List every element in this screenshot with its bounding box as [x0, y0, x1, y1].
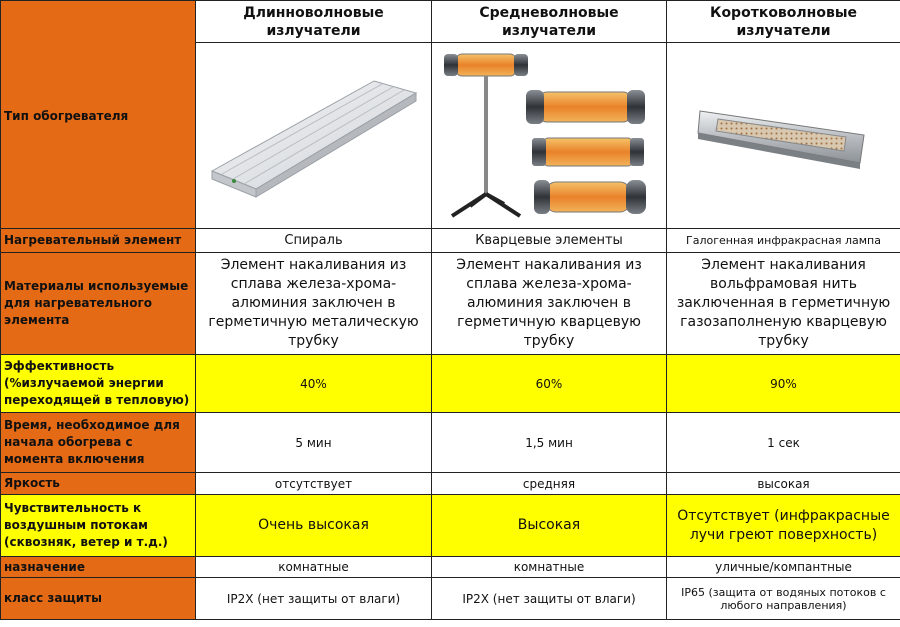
row-materials [1, 253, 900, 355]
corner-cell [1, 1, 196, 229]
cell-protection-mediumwave: IP2X (нет защиты от влаги) [432, 578, 667, 620]
header-line1: Средневолновые [479, 5, 619, 21]
cell-efficiency-longwave: 40% [196, 355, 432, 413]
row-protection [1, 578, 900, 620]
cell-protection-longwave: IP2X (нет защиты от влаги) [196, 578, 432, 620]
row-brightness [1, 473, 900, 495]
mediumwave-heater-icon [434, 46, 664, 226]
row-purpose [1, 557, 900, 578]
row-efficiency [1, 355, 900, 413]
row-label: класс защиты [1, 578, 196, 620]
cell-materials-mediumwave: Элемент накаливания из сплава железа-хрома-алюминия заключен в герметичную кварцевую трубку [432, 253, 667, 355]
cell-element-mediumwave: Кварцевые элементы [432, 229, 667, 253]
column-header-longwave [196, 1, 432, 43]
cell-protection-shortwave: IP65 (защита от водяных потоков с любого направления) [667, 578, 900, 620]
cell-element-shortwave: Галогенная инфракрасная лампа [667, 229, 900, 253]
cell-brightness-shortwave: высокая [667, 473, 900, 495]
cell-brightness-longwave: отсутствует [196, 473, 432, 495]
cell-materials-shortwave: Элемент накаливания вольфрамовая нить заключенная в герметичную газозаполненую кварцевую трубку [667, 253, 900, 355]
cell-element-longwave: Спираль [196, 229, 432, 253]
column-header-shortwave [667, 1, 900, 43]
row-label: Яркость [1, 473, 196, 495]
cell-time-mediumwave: 1,5 мин [432, 413, 667, 473]
row-sensitivity [1, 495, 900, 557]
shortwave-heater-image [667, 43, 900, 229]
cell-time-shortwave: 1 сек [667, 413, 900, 473]
longwave-heater-icon [204, 61, 424, 211]
row-label: Чувствительность к воздушным потокам (сквозняк, ветер и т.д.) [1, 495, 196, 557]
cell-efficiency-shortwave: 90% [667, 355, 900, 413]
row-label: Эффективность (%излучаемой энергии переходящей в тепловую) [1, 355, 196, 413]
shortwave-heater-icon [694, 91, 874, 181]
column-header-mediumwave [432, 1, 667, 43]
cell-purpose-shortwave: уличные/компантные [667, 557, 900, 578]
cell-brightness-mediumwave: средняя [432, 473, 667, 495]
row-time [1, 413, 900, 473]
cell-efficiency-mediumwave: 60% [432, 355, 667, 413]
row-label: Материалы используемые для нагревательного элемента [1, 253, 196, 355]
longwave-heater-image [196, 43, 432, 229]
cell-sensitivity-mediumwave: Высокая [432, 495, 667, 557]
row-label: Нагревательный элемент [1, 229, 196, 253]
row-label: назначение [1, 557, 196, 578]
header-line2: излучатели [266, 23, 361, 39]
cell-materials-longwave: Элемент накаливания из сплава железа-хрома-алюминия заключен в герметичную металическую трубку [196, 253, 432, 355]
row-label-type: Тип обогревателя [4, 109, 129, 123]
cell-purpose-longwave: комнатные [196, 557, 432, 578]
cell-time-longwave: 5 мин [196, 413, 432, 473]
mediumwave-heater-image [432, 43, 667, 229]
header-line2: излучатели [501, 23, 597, 39]
row-element [1, 229, 900, 253]
cell-sensitivity-longwave: Очень высокая [196, 495, 432, 557]
header-line1: Коротковолновые [710, 5, 857, 21]
header-row [1, 1, 900, 43]
header-line2: излучатели [736, 23, 831, 39]
cell-purpose-mediumwave: комнатные [432, 557, 667, 578]
header-line1: Длинноволновые [243, 5, 384, 21]
row-label: Время, необходимое для начала обогрева с момента включения [1, 413, 196, 473]
cell-sensitivity-shortwave: Отсутствует (инфракрасные лучи греют поверхность) [667, 495, 900, 557]
